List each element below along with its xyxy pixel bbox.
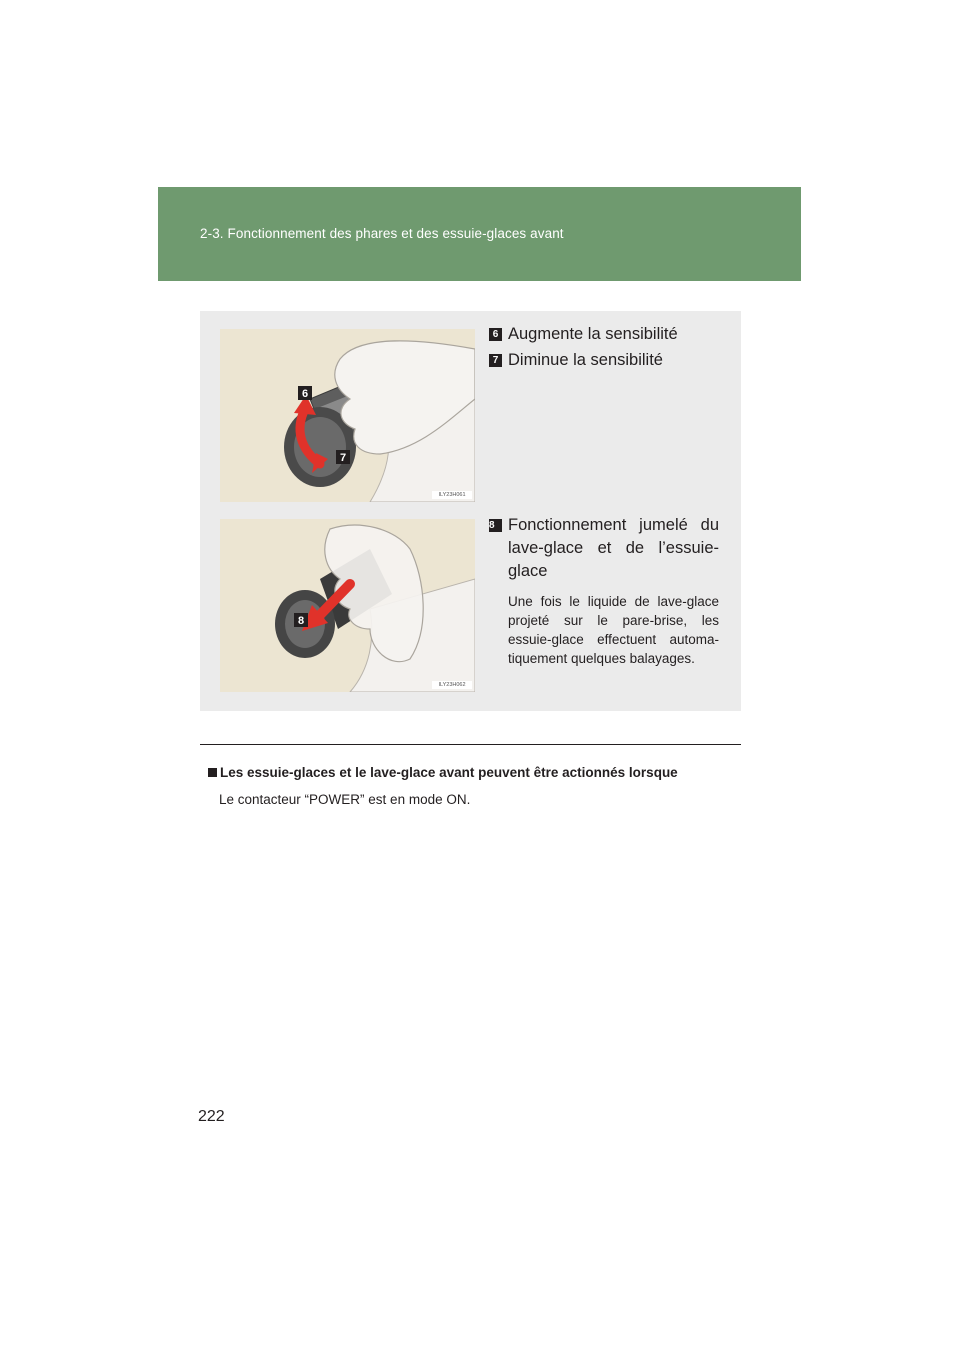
note-body: Le contacteur “POWER” est en mode ON.: [219, 792, 471, 807]
callout-8-label: 8: [297, 615, 305, 627]
step-description: Une fois le liquide de lave-glace projeté sur le pare-brise, les essuie-glace effectuent automa-tiquement quelques balayages.: [508, 594, 719, 666]
knob-rotation-illustration: [220, 329, 475, 502]
step-label: Augmente la sensibilité: [508, 325, 678, 343]
figure-washer-knob: [220, 519, 475, 692]
step-increase-sensitivity: [489, 323, 719, 346]
step-number-badge: 7: [489, 354, 502, 367]
step-washer-wiper: [489, 514, 719, 583]
page-number: 222: [198, 1108, 225, 1125]
step-label: Diminue la sensibilité: [508, 351, 663, 369]
washer-steps: [489, 514, 719, 668]
step-number-badge: 8: [489, 519, 502, 532]
note-heading-text: Les essuie-glaces et le lave-glace avant peuvent être actionnés lorsque: [220, 765, 678, 780]
callout-6-label: 6: [301, 388, 309, 400]
illustration-panel: [200, 311, 741, 711]
step-decrease-sensitivity: [489, 349, 719, 372]
callout-7-label: 7: [339, 452, 347, 464]
figure-code: ILY23H062: [432, 681, 472, 689]
figure-code: ILY23H061: [432, 491, 472, 499]
section-divider: [200, 744, 741, 745]
sensitivity-steps: [489, 323, 719, 372]
note-heading: [208, 765, 678, 780]
step-number-badge: 6: [489, 328, 502, 341]
section-title: 2-3. Fonctionnement des phares et des essuie-glaces avant: [200, 226, 564, 241]
step-label: Fonctionnement jumelé du lave-glace et de l’essuie-glace: [508, 516, 719, 580]
section-header-band: [158, 187, 801, 281]
knob-push-illustration: [220, 519, 475, 692]
figure-sensitivity-knob: [220, 329, 475, 502]
square-bullet-icon: [208, 768, 217, 777]
